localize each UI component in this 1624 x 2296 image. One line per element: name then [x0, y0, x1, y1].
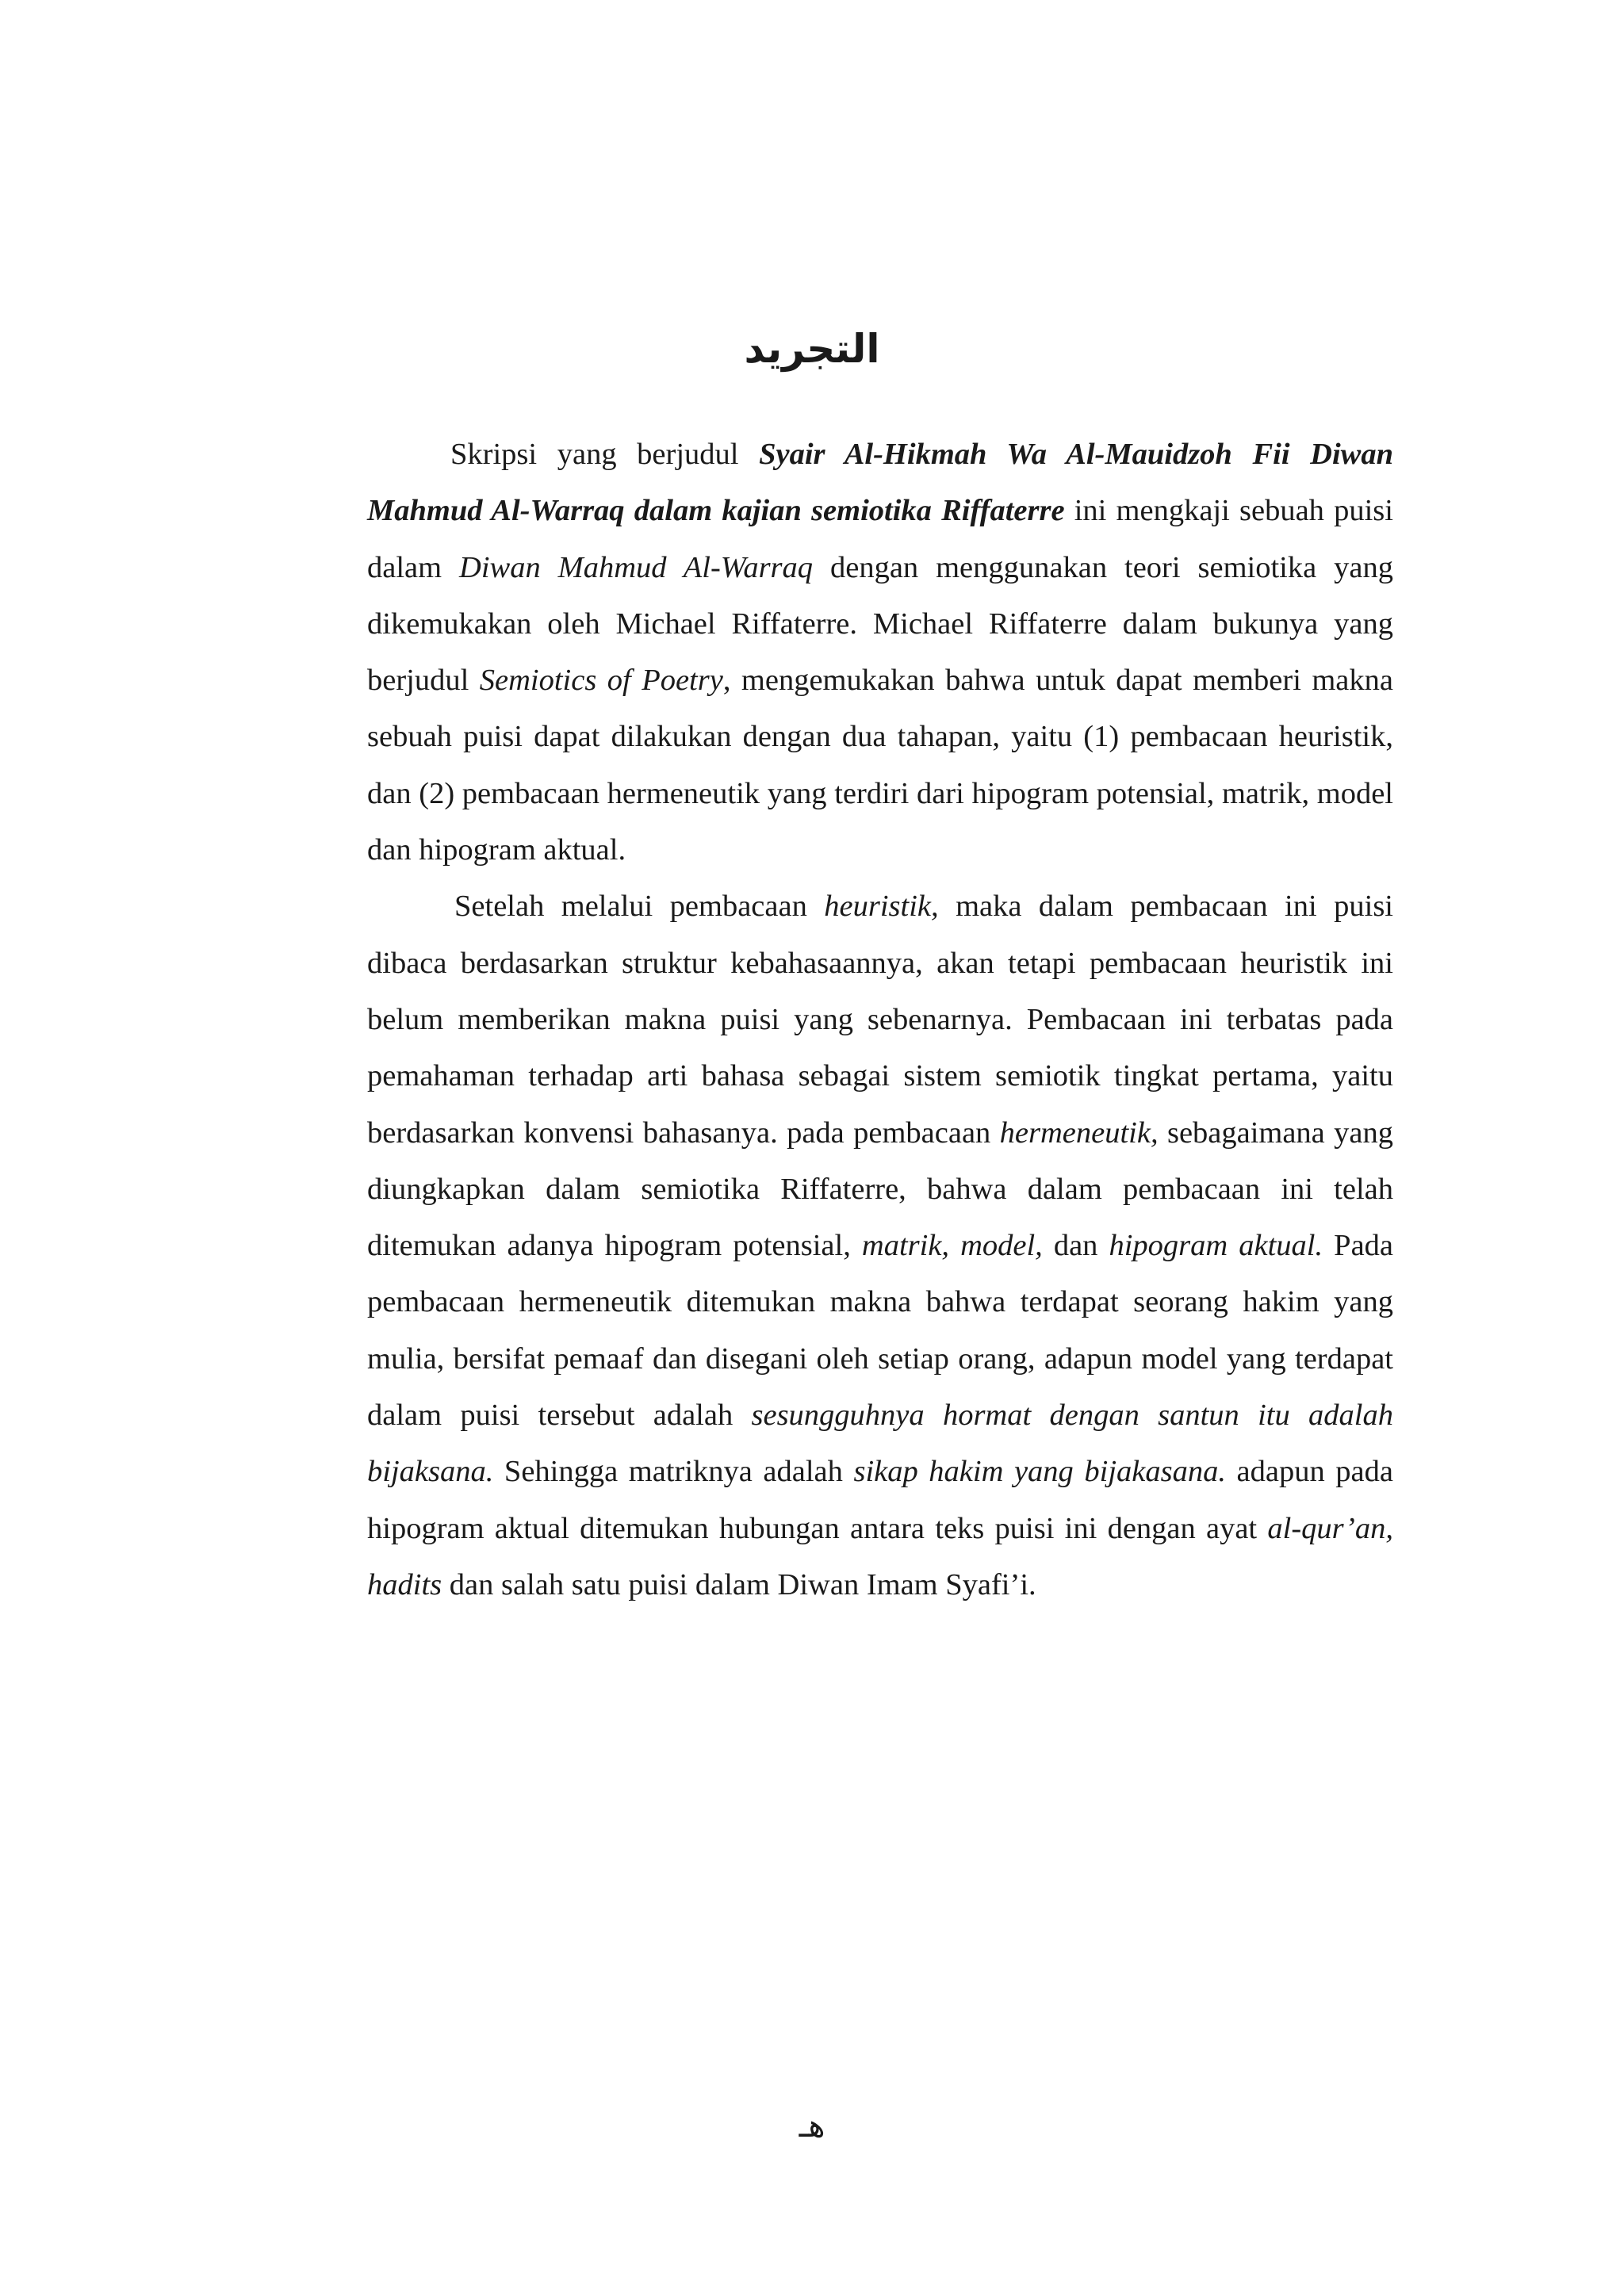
text-run: Skripsi yang berjudul [450, 438, 760, 471]
abstract-paragraph-2 [367, 878, 1393, 1613]
abstract-paragraph-1 [367, 427, 1393, 878]
text-run: ini mengkaji sebuah puisi dalam [367, 494, 1393, 584]
text-run: dan [1042, 1229, 1109, 1263]
text-run: Pada pembacaan hermeneutik ditemukan makna bahwa terdapat seorang hakim yang mulia, bersifat pemaaf dan disegani oleh setiap orang, adapun model yang terdapat dalam puisi tersebut adalah [367, 1229, 1394, 1433]
page-number: هـ [799, 2108, 825, 2145]
text-run: maka dalam pembacaan ini puisi dibaca berdasarkan struktur kebahasaannya, akan tetapi pembacaan heuristik ini belum memberikan makna puisi yang sebenarnya. Pembacaan ini terbatas pada pemahaman terhadap arti bahasa sebagai sistem semiotik tingkat pertama, yaitu berdasarkan konvensi bahasanya. pada pembacaan [367, 890, 1393, 1150]
text-run: dan salah satu puisi dalam Diwan Imam Syafi’i. [442, 1567, 1036, 1601]
italic-text-run: matrik, model, [861, 1229, 1043, 1263]
text-run: Setelah melalui pembacaan [454, 890, 825, 924]
italic-text-run: heuristik, [824, 890, 939, 924]
text-run: Sehingga matriknya adalah [493, 1455, 854, 1489]
italic-text-run: sesungguhnya hormat dengan santun itu adalah bijaksana. [367, 1399, 1394, 1489]
text-run: , mengemukakan bahwa untuk dapat memberi makna sebuah puisi dapat dilakukan dengan dua tahapan, yaitu (1) pembacaan heuristik, dan (2) pembacaan hermeneutik yang terdiri dari hipogram potensial, matrik, model dan hipogram aktual. [367, 664, 1393, 867]
italic-text-run: hermeneutik, [999, 1115, 1159, 1150]
text-run: dengan menggunakan teori semiotika yang dikemukakan oleh Michael Riffaterre. Michael Riffaterre dalam bukunya yang berjudul [367, 550, 1393, 698]
thesis-title-text: Syair Al-Hikmah Wa Al-Mauidzoh Fii Diwan Mahmud Al-Warraq dalam kajian semiotika Riffaterre [367, 438, 1393, 528]
italic-text-run: al-qur’an, hadits [367, 1511, 1393, 1601]
italic-text-run: hipogram aktual. [1109, 1229, 1323, 1263]
abstract-body [367, 427, 1393, 1613]
text-run: adapun pada hipogram aktual ditemukan hubungan antara teks puisi ini dengan ayat [367, 1455, 1393, 1545]
italic-text-run: Semiotics of Poetry [479, 664, 723, 698]
italic-text-run: Diwan Mahmud Al-Warraq [459, 550, 814, 584]
page-title: التجريد [744, 326, 880, 372]
text-run: sebagaimana yang diungkapkan dalam semiotika Riffaterre, bahwa dalam pembacaan ini telah ditemukan adanya hipogram potensial, [367, 1115, 1393, 1263]
italic-text-run: sikap hakim yang bijakasana. [853, 1455, 1226, 1489]
